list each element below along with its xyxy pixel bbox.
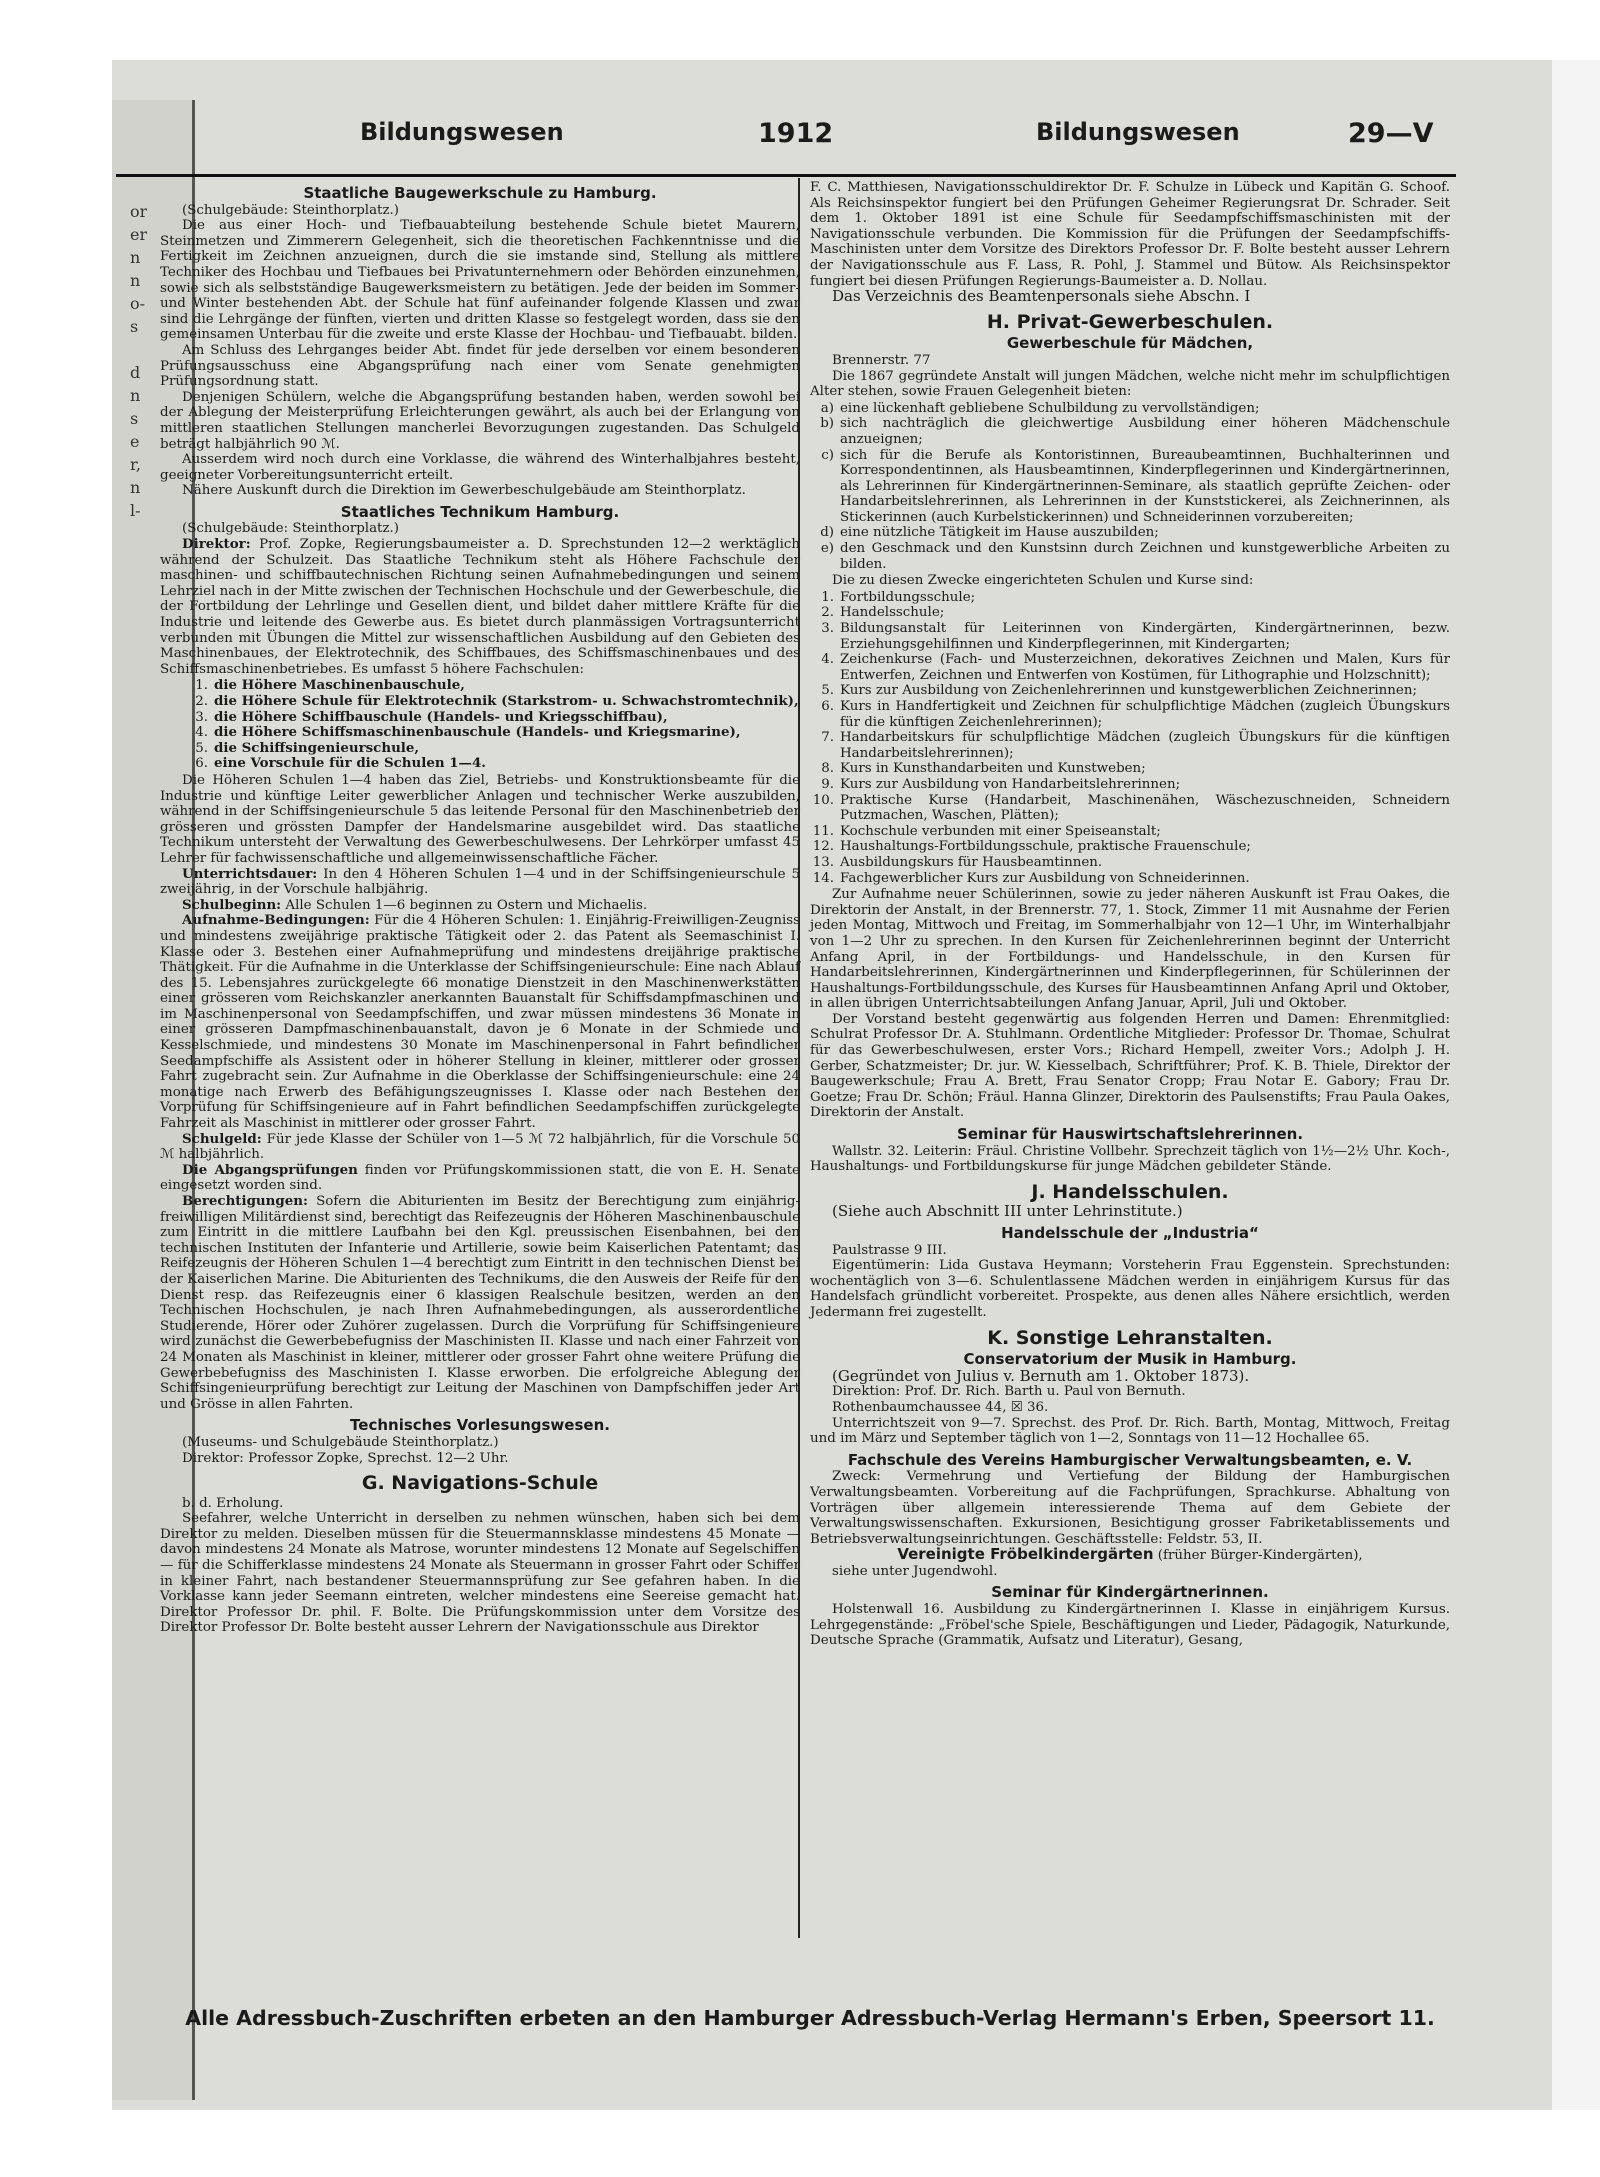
list-item-number: 4. (821, 652, 834, 668)
list-item-text: Kochschule verbunden mit einer Speiseanstalt; (840, 823, 1161, 839)
list-item-text: Kurs in Handfertigkeit und Zeichnen für schulpflichtige Mädchen (zugleich Übungskurs für die künftigen Zeichenlehrerinnen); (840, 699, 1450, 730)
header-year: 1912 (758, 118, 834, 149)
run-in-label: Aufnahme-Bedingungen: (182, 912, 370, 929)
paragraph: Unterrichtszeit von 9—7. Sprechst. des Prof. Dr. Rich. Barth, Montag, Mittwoch, Freitag und im März und September täglich von 1—2, Sonntags von 11—12 Hochallee 65. (810, 1415, 1450, 1447)
list-item-number: 14. (812, 870, 834, 886)
list-item-number: 12. (812, 839, 834, 855)
list-item-number: 10. (812, 792, 834, 808)
paragraph (160, 537, 800, 677)
address-line: Brennerstr. 77 (832, 352, 931, 368)
paragraph-text: Prof. Zopke, Regierungsbaumeister a. D. Sprechstunden 12—2 werktäglich während der Schulzeit. Das Staatliche Technikum steht als Höhere Fachschule der maschinen- und schiffbautechnischen Richtung seinen Aufnahmebedingungen und seinem Lehrziel nach in der Mitte zwischen der Technischen Hochschule und der Gewerbeschule, die der Fortbildung der Lehrlinge und Gesellen dient, und bildet daher mittlere Kräfte für die Industrie und leitende des Gewerbe aus. Es bietet durch planmässigen Vortragsunterricht verbunden mit Übungen die Mittel zur wissenschaftlichen Ausbildung auf den Gebieten des Maschinenbaues, der Elektrotechnik, des Schiffbaues, des Schiffsmaschinenbaues und des Schiffsmaschinenbetriebes. Es umfasst 5 höhere Fachschulen: (160, 537, 800, 677)
chapter-title: K. Sonstige Lehranstalten. (987, 1326, 1273, 1349)
school-list (160, 678, 800, 772)
list-item (810, 793, 1450, 824)
paragraph: Ausserdem wird noch durch eine Vorklasse, die während des Winterhalbjahres besteht, geeigneter Vorbereitungsunterricht erteilt. (160, 452, 800, 483)
chapter-title: H. Privat-Gewerbeschulen. (986, 310, 1274, 333)
list-item-text: die Höhere Schiffbauschule (Handels- und Kriegsschiffbau), (214, 708, 668, 725)
list-item (160, 710, 800, 726)
list-item-number: a) (820, 400, 834, 416)
list-item-number: 2. (821, 605, 834, 621)
section-title: Seminar für Kindergärtnerinnen. (991, 1583, 1269, 1602)
run-in-label: Die Abgangsprüfungen (182, 1161, 358, 1178)
list-item (160, 741, 800, 757)
list-item-text: Fachgewerblicher Kurs zur Ausbildung von Schneiderinnen. (840, 870, 1250, 886)
list-item-number: d) (820, 525, 834, 541)
director-line: Direktion: Prof. Dr. Rich. Barth u. Paul von Bernuth. (832, 1384, 1186, 1400)
list-item-text: Ausbildungskurs für Hausbeamtinnen. (840, 854, 1103, 870)
list-item (810, 855, 1450, 871)
list-item (810, 401, 1450, 417)
list-item (810, 590, 1450, 606)
list-item (810, 761, 1450, 777)
list-item-number: 2. (195, 694, 208, 709)
list-item (160, 694, 800, 710)
section-title: Vereinigte Fröbelkindergärten (897, 1545, 1154, 1564)
list-item-number: e) (820, 541, 834, 557)
section-title: Gewerbeschule für Mädchen, (1006, 334, 1254, 353)
paragraph-text: Alle Schulen 1—6 beginnen zu Ostern und Michaelis. (285, 897, 648, 913)
paragraph: Eigentümerin: Lida Gustava Heymann; Vorsteherin Frau Eggenstein. Sprechstunden: wochentäglich von 3—6. Schulentlassene Mädchen werden in einjährigem Kursus für das Handelsfach gründlicht vorbereitet. Prospekte, aus denen alles Nähere ersichtlich, werden Jedermann frei zugestellt. (810, 1258, 1450, 1320)
list-item-number: 9. (821, 776, 834, 792)
list-item (810, 621, 1450, 652)
list-item-number: c) (821, 447, 834, 463)
paragraph (160, 1132, 800, 1163)
list-item-text: sich nachträglich die gleichwertige Ausbildung einer höheren Mädchenschule anzueignen; (840, 416, 1450, 447)
paragraph (160, 867, 800, 898)
run-in-label: Schulgeld: (182, 1130, 262, 1147)
section-subtitle: (Museums- und Schulgebäude Steinthorplatz.) (182, 1434, 499, 1450)
section-subtitle: siehe unter Jugendwohl. (832, 1563, 998, 1579)
paragraph (160, 1194, 800, 1412)
list-item-text: die Höhere Maschinenbauschule, (214, 677, 465, 694)
section-title: Fachschule des Vereins Hamburgischer Verwaltungsbeamten, e. V. (847, 1450, 1413, 1469)
header-rule (116, 174, 1456, 177)
list-item (810, 871, 1450, 887)
section-title: Staatliches Technikum Hamburg. (340, 502, 620, 521)
paragraph: Holstenwall 16. Ausbildung zu Kindergärtnerinnen I. Klasse in einjährigem Kursus. Lehrgegenstände: „Fröbel'sche Spiele, Beschäftigungen und Lieder, Pädagogik, Naturkunde, Deutsche Sprache (Grammatik, Aufsatz und Literatur), Gesang, (810, 1602, 1450, 1649)
list-item (810, 605, 1450, 621)
facing-page-text (130, 200, 147, 522)
list-item-text: eine nützliche Tätigkeit im Hause auszubilden; (840, 525, 1159, 541)
section-subtitle: (Gegründet von Julius v. Bernuth am 1. Oktober 1873). (832, 1366, 1250, 1385)
page-margin (1552, 60, 1600, 2110)
list-item (810, 525, 1450, 541)
list-item (160, 678, 800, 694)
list-item-text: Kurs in Kunsthandarbeiten und Kunstweben; (840, 761, 1146, 777)
facing-page-fragment: s (130, 317, 139, 336)
paragraph-text: Für die 4 Höheren Schulen: 1. Einjährig-Freiwilligen-Zeugniss und mindestens zweijährige praktische Tätigkeit oder 2. das Patent als Seemaschinist I. Klasse oder 3. Bestehen einer Aufnahmeprüfung und mindestens dreijährige praktische Thätigkeit. Für die Aufnahme in die Unterklasse der Schiffsingenieurschule: Eine nach Ablauf des 15. Lebensjahres zurückgelegte 66 monatige Dienstzeit in den Maschinenwerkstätten einer grösseren vom Reichskanzler anerkannten Bauanstalt für Schiffsdampfmaschinen und im Maschinenpersonal von Seedampfschiffen, und zwar müssen mindestens 36 Monate in einer grösseren Dampfmaschinenbauanstalt, davon je 6 Monate in der Schmiede und Kesselschmiede, und mindestens 30 Monate im Maschinenpersonal in Fahrt befindlicher Seedampfschiffe als Assistent oder in höherer Stellung in kleiner, mittlerer oder grosser Fahrt zugebracht sein. Zur Aufnahme in die Oberklasse der Schiffsingenieurschule: eine 24 monatige nach Erwerb des Befähigungszeugnisses I. Klasse oder nach Bestehen der Vorprüfung für Schiffsingenieure auf in Fahrt befindlichen Seedampfschiffen zurückgelegte Fahrzeit als Maschinist in mittlerer oder grosser Fahrt. (160, 913, 800, 1132)
list-item-number: 11. (812, 823, 834, 839)
list-item-number: 8. (821, 761, 834, 777)
facing-page-fragment: n (130, 386, 141, 405)
left-column (160, 180, 800, 1636)
list-item (810, 448, 1450, 526)
list-item-number: 1. (821, 589, 834, 605)
paragraph: Die aus einer Hoch- und Tiefbauabteilung bestehende Schule bietet Maurern, Steinmetzen und Zimmerern Gelegenheit, sich die theoretischen Fachkenntnisse und die Fertigkeit im Zeichnen anzueignen, durch die sie imstande sind, Stellung als mittlere Techniker des Hochbau und Tiefbaues bei Privatunternehmern oder Behörden einzunehmen, sowie sich als selbstständige Baugewerksmeistern zu betätigen. Jede der beiden im Sommer- und Winter bestehenden Abt. der Schule hat fünf aufeinander folgende Klassen und zwar sind die Lehrgänge der fünften, vierten und dritten Klasse so festgelegt worden, dass sie den gemeinsamen Unterbau für die zweite und erste Klasse der Hochbau- und Tiefbauabt. bilden. (160, 218, 800, 343)
list-item-text: Handarbeitskurs für schulpflichtige Mädchen (zugleich Übungskurs für die künftigen Handarbeitslehrerinnen); (840, 730, 1450, 761)
list-item-number: b) (820, 416, 834, 432)
list-item-text: Kurs zur Ausbildung von Zeichenlehrerinnen und kunstgewerblichen Zeichnerinnen; (840, 683, 1417, 699)
chapter-title: J. Handelsschulen. (1031, 1180, 1229, 1203)
facing-page-fragment: or (130, 202, 148, 221)
list-item-text: Zeichenkurse (Fach- und Musterzeichnen, dekoratives Zeichnen und Malen, Kurs für Entwerfen, Zeichnen und Entwerfen von Kostümen, für Lithographie und Holzschnitt); (840, 652, 1450, 683)
address-line: Rothenbaumchaussee 44, ☒ 36. (832, 1399, 1049, 1415)
list-item (810, 652, 1450, 683)
list-item (810, 824, 1450, 840)
list-item-text: Haushaltungs-Fortbildungsschule, praktische Frauenschule; (840, 839, 1251, 855)
section-title: Handelsschule der „Industria“ (1001, 1224, 1259, 1242)
list-item-text: die Höhere Schule für Elektrotechnik (Starkstrom- u. Schwachstromtechnik), (214, 693, 799, 709)
paragraph: Die zu diesen Zwecke eingerichteten Schulen und Kurse sind: (832, 573, 1254, 589)
facing-page-fragment: s (130, 409, 139, 428)
facing-page-fragment: l- (130, 501, 141, 520)
list-item (810, 730, 1450, 761)
list-item-number: 5. (821, 683, 834, 699)
list-item-text: Fortbildungsschule; (840, 589, 976, 605)
header-right: Bildungswesen (1036, 118, 1240, 146)
list-item-number: 3. (821, 621, 834, 637)
list-item-number: 7. (821, 730, 834, 746)
list-item (810, 541, 1450, 572)
list-item (810, 683, 1450, 699)
section-title: Staatliche Baugewerkschule zu Hamburg. (303, 184, 657, 202)
list-item-text: die Höhere Schiffsmaschinenbauschule (Handels- und Kriegsmarine), (214, 724, 741, 741)
paragraph: Das Verzeichnis des Beamtenpersonals siehe Abschn. I (832, 287, 1251, 306)
list-item-text: die Schiffsingenieurschule, (214, 739, 420, 756)
list-item-text: den Geschmack und den Kunstsinn durch Zeichnen und kunstgewerbliche Arbeiten zu bilden. (840, 541, 1450, 572)
section-title: Conservatorium der Musik in Hamburg. (963, 1350, 1297, 1369)
list-item-number: 3. (195, 709, 208, 725)
section-subtitle: b. d. Erholung. (182, 1495, 284, 1511)
facing-page-fragment: r, (130, 455, 141, 474)
facing-page-fragment: d (130, 363, 141, 382)
list-item (160, 725, 800, 741)
paragraph: F. C. Matthiesen, Navigationsschuldirektor Dr. F. Schulze in Lübeck und Kapitän G. Schoof. Als Reichsinspektor fungiert bei den Prüfungen Geheimer Regierungsrat Dr. Schrader. Seit dem 1. Oktober 1891 ist eine Schule für Seedampfschiffsmaschinisten mit der Navigationsschule verbunden. Die Kommission für die Prüfungen der Seedampfschiffs-Maschinisten unter dem Vorsitze des Direktors Professor Dr. F. Bolte besteht ausser Lehrern der Navigationsschule aus F. Lass, R. Pohl, J. Stammel und Bütow. Als Reichsinspektor fungiert bei diesen Prüfungen Regierungs-Baumeister a. D. Nollau. (810, 180, 1450, 289)
paragraph-text: finden vor Prüfungskommissionen statt, die von E. H. Senate eingesetzt worden sind. (160, 1162, 800, 1194)
list-item-number: 13. (812, 854, 834, 870)
list-item-text: Handelsschule; (840, 605, 945, 621)
list-item-text: eine Vorschule für die Schulen 1—4. (214, 755, 486, 772)
run-in-label: Berechtigungen: (182, 1193, 308, 1209)
facing-page-fragment: n (130, 478, 141, 497)
paragraph (160, 913, 800, 1131)
paragraph: Zweck: Vermehrung und Vertiefung der Bildung der Hamburgischen Verwaltungsbeamten. Vorbereitung auf die Fachprüfungen, Sprachkurse. Abhaltung von Vorträgen über allgemein interessierende Thema auf dem Gebiete der Verwaltungswissenschaften. Exkursionen, Besichtigung grosser Fabriketablissements und Betriebsverwaltungseinrichtungen. Geschäftsstelle: Feldstr. 53, II. (810, 1469, 1450, 1547)
paragraph: Die Höheren Schulen 1—4 haben das Ziel, Betriebs- und Konstruktionsbeamte für die Industrie und künftige Leiter gewerblicher Anlagen und technischer Werke auszubilden, während in der Schiffsingenieurschule 5 das leitende Personal für den Maschinenbetrieb der grösseren und grössten Dampfer der Handelsmarine ausgebildet wird. Das staatliche Technikum untersteht der Verwaltung des Gewerbeschulwesens. Der Lehrkörper umfasst 45 Lehrer für fachwissenschaftliche und allgemeinwissenschaftliche Fächer. (160, 772, 800, 866)
list-item (810, 839, 1450, 855)
right-column (810, 180, 1450, 1649)
section-subtitle: (Schulgebäude: Steinthorplatz.) (182, 521, 399, 537)
list-item (810, 416, 1450, 447)
section-subtitle: (Siehe auch Abschnitt III unter Lehrinstitute.) (832, 1202, 1183, 1221)
running-header (246, 118, 1446, 152)
paragraph: Am Schluss des Lehrganges beider Abt. findet für jede derselben vor einem besonderen Prüfungsausschuss eine Abgangsprüfung nach einer vom Senate genehmigten Prüfungsordnung statt. (160, 342, 800, 390)
purpose-list (810, 401, 1450, 573)
list-item-number: 4. (195, 725, 208, 741)
list-item-text: Bildungsanstalt für Leiterinnen von Kindergärten, Kindergärtnerinnen, bezw. Erziehungsgehilfinnen und Kinderpflegerinnen, mit Kindergarten; (840, 621, 1450, 652)
paragraph: Nähere Auskunft durch die Direktion im Gewerbeschulgebäude am Steinthorplatz. (182, 483, 746, 499)
publisher-footer: Alle Adressbuch-Zuschriften erbeten an den Hamburger Adressbuch-Verlag Hermann's Erben, Speersort 11. (185, 2006, 1435, 2030)
list-item (160, 756, 800, 772)
list-item (810, 777, 1450, 793)
list-item (810, 699, 1450, 730)
paragraph-text: In den 4 Höheren Schulen 1—4 und in der Schiffsingenieurschule 5 zweijährig, in der Vorschule halbjährig. (160, 866, 800, 898)
facing-page-fragment: o- (130, 294, 146, 313)
section-title-note: (früher Bürger-Kindergärten), (1153, 1548, 1363, 1564)
list-item-number: 1. (195, 678, 208, 694)
list-item-text: Praktische Kurse (Handarbeit, Maschinenähen, Wäschezuschneiden, Schneidern Putzmachen, Waschen, Plätten); (840, 792, 1450, 824)
facing-page-fragment: er (130, 225, 148, 244)
facing-page-fragment (130, 338, 147, 361)
paragraph-text: Für jede Klasse der Schüler von 1—5 ℳ 72 halbjährlich, für die Vorschule 50 ℳ halbjährlich. (160, 1131, 800, 1163)
paragraph: Wallstr. 32. Leiterin: Fräul. Christine Vollbehr. Sprechzeit täglich von 1½—2½ Uhr. Koch-, Haushaltungs- und Fortbildungskurse für junge Mädchen gebildeter Stände. (810, 1143, 1450, 1175)
paragraph: Denjenigen Schülern, welche die Abgangsprüfung bestanden haben, werden sowohl bei der Ablegung der Meisterprüfung Erleichterungen gewährt, als auch bei der Erlangung von mittleren staatlichen Stellungen mancherlei Bevorzugungen zugestanden. Das Schulgeld beträgt halbjährlich 90 ℳ. (160, 389, 800, 452)
paragraph (160, 1163, 800, 1194)
paragraph: Zur Aufnahme neuer Schülerinnen, sowie zu jeder näheren Auskunft ist Frau Oakes, die Direktorin der Anstalt, in der Brennerstr. 77, 1. Stock, Zimmer 11 mit Ausnahme der Ferien jeden Montag, Mittwoch und Freitag, im Sommerhalbjahr von 12—1 Uhr, im Winterhalbjahr von 1—2 Uhr zu sprechen. In den Kursen für Zeichenlehrerinnen beginnt der Unterricht Anfang April, in der Fortbildungs- und Handelsschule, in den Kursen für Handarbeitslehrerinnen, Kindergärtnerinnen und Kinderpflegerinnen, für Schülerinnen der Haushaltungs-Fortbildungsschule, des Kurses für Hausbeamtinnen Anfang April und Oktober, in allen übrigen Unterrichtsabteilungen Anfang Januar, April, Juli und Oktober. (810, 887, 1450, 1012)
header-left: Bildungswesen (360, 118, 564, 146)
chapter-title: G. Navigations-Schule (361, 1472, 599, 1495)
list-item-number: 5. (195, 740, 208, 756)
paragraph: Die 1867 gegründete Anstalt will jungen Mädchen, welche nicht mehr im schulpflichtigen Alter stehen, sowie Frauen Gelegenheit bieten: (810, 368, 1450, 400)
paragraph: Der Vorstand besteht gegenwärtig aus folgenden Herren und Damen: Ehrenmitglied: Schulrat Professor Dr. A. Stuhlmann. Ordentliche Mitglieder: Professor Dr. Thomae, Schulrat für das Gewerbeschulwesen, erster Vors.; Richard Hempell, zweiter Vors.; Adolph J. H. Gerber, Schatzmeister; Dr. jur. W. Kiesselbach, Schriftführer; Prof. K. B. Thiele, Direktor der Baugewerkschule; Frau A. Brett, Frau Senator Cropp; Frau Notar E. Gabory; Frau Dr. Goetze; Frau Dr. Schön; Fräul. Hanna Glinzer, Direktorin des Paulsenstifts; Frau Paula Oakes, Direktorin der Anstalt. (810, 1011, 1450, 1121)
run-in-label: Schulbeginn: (182, 896, 282, 913)
facing-page-fragment: n (130, 248, 141, 267)
list-item-text: Kurs zur Ausbildung von Handarbeitslehrerinnen; (840, 776, 1181, 792)
section-title-line (810, 1547, 1450, 1564)
run-in-label: Unterrichtsdauer: (182, 865, 318, 882)
section-title: Technisches Vorlesungswesen. (350, 1416, 610, 1435)
address-line: Paulstrasse 9 III. (832, 1242, 947, 1258)
header-page-number: 29—V (1348, 118, 1434, 149)
section-subtitle: (Schulgebäude: Steinthorplatz.) (182, 202, 399, 218)
section-title: Seminar für Hauswirtschaftslehrerinnen. (956, 1125, 1304, 1144)
paragraph (160, 898, 800, 914)
run-in-label: Direktor: (182, 536, 251, 553)
list-item-number: 6. (821, 699, 834, 714)
paragraph-text: Sofern die Abiturienten im Besitz der Berechtigung zum einjährig-freiwilligen Militärdienst sind, berechtigt das Reifezeugnis der Höheren Maschinenbauschule zum Eintritt in die mittlere Laufbahn bei den Kgl. preussischen Eisenbahnen, bei den technischen Instituten der Infanterie und Artillerie, sowie beim Kaiserlichen Patentamt; das Reifezeugnis der Höheren Schulen 1—4 berechtigt zum Eintritt in den technischen Dienst bei der Kaiserlichen Marine. Die Abiturienten des Technikums, die den Ausweis der Reife für den Dienst resp. das Reifezeugnis einer 6 klassigen Realschule besitzen, werden an den Technischen Hochschulen, je nach Ihren Aufnahmebedingungen, als ausserordentliche Studierende, Hörer oder Zuhörer zugelassen. Durch die Vorprüfung für Schiffsingenieure wird zunächst die Gewerbebefugniss der Maschinisten II. Klasse und nach einer Fahrzeit von 24 Monaten als Maschinist in kleiner, mittlerer oder grosser Fahrt ohne weitere Prüfung die Gewerbebefugniss des Maschinisten I. Klasse erworben. Die erfolgreiche Ablegung der Schiffsingenieurprüfung berechtigt zur Leitung der Maschinen von Dampfschiffen jeder Art und Grösse in allen Fahrten. (160, 1194, 800, 1412)
list-item-text: sich für die Berufe als Kontoristinnen, Bureaubeamtinnen, Buchhalterinnen und Korrespondentinnen, als Hausbeamtinnen, Kinderpflegerinnen und Kindergärtnerinnen, als Lehrerinnen für Kindergärtnerinnen-Seminare, als staatlich geprüfte Zeichen- oder Handarbeitslehrerinnen, als Lehrerinnen in der Kunststickerei, als Zeichnerinnen, als Stickerinnen (auch Kurbelstickerinnen) und Schneiderinnen vorzubereiten; (840, 447, 1450, 525)
facing-page-fragment: e (130, 432, 140, 451)
list-item-number: 6. (195, 756, 208, 772)
course-list (810, 590, 1450, 886)
facing-page-fragment: n (130, 271, 141, 290)
list-item-text: eine lückenhaft gebliebene Schulbildung zu vervollständigen; (840, 400, 1260, 416)
director-line: Direktor: Professor Zopke, Sprechst. 12—2 Uhr. (182, 1450, 509, 1466)
paragraph: Seefahrer, welche Unterricht in derselben zu nehmen wünschen, haben sich bei dem Direktor zu melden. Dieselben müssen für die Steuermannsklasse mindestens 45 Monate — davon mindestens 24 Monate als Matrose, worunter mindestens 12 Monate auf Segelschiffen — für die Schifferklasse mindestens 24 Monate als Steuermann in grosser Fahrt oder Schiffer in kleiner Fahrt, nach bestandener Steuermannsprüfung zur See gefahren haben. In die Vorklasse kann jeder Seemann eintreten, welcher mindestens eine Seereise gemacht hat. Direktor Professor Dr. phil. F. Bolte. Die Prüfungskommission unter dem Vorsitze des Direktor Professor Dr. Bolte besteht ausser Lehrern der Navigationsschule aus Direktor (160, 1511, 800, 1636)
